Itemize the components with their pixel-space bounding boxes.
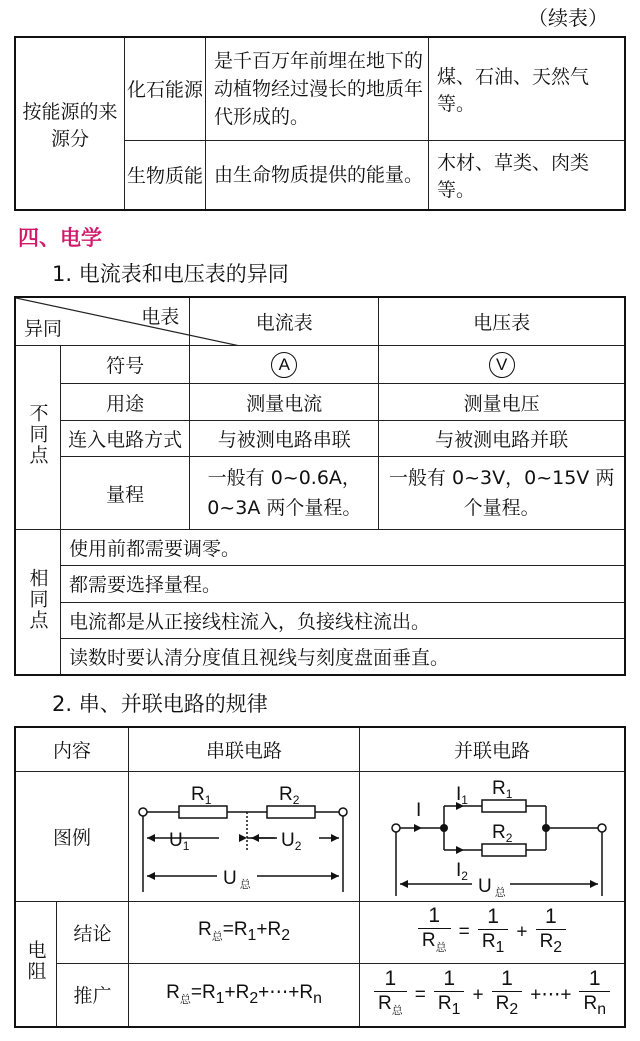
resistor-r1 xyxy=(179,806,227,818)
header-parallel: 并联电路 xyxy=(360,727,626,771)
voltmeter-symbol-cell xyxy=(379,346,625,384)
corner-bottom-label: 异同 xyxy=(24,318,63,340)
label-i1: $I_1$ xyxy=(456,784,468,807)
energy-table xyxy=(14,36,626,211)
same-row-3: 电流都是从正接线柱流入，负接线柱流出。 xyxy=(61,602,626,638)
parallel-conclusion-formula: $\frac{1}{R_总}$ = $\frac{1}{R_1}$ + $\frac{1}{R_2}$ xyxy=(360,901,626,963)
label-u2: $U_2$ xyxy=(281,830,302,853)
junction-right xyxy=(542,824,550,832)
label-u1: $U_1$ xyxy=(169,830,190,853)
section-title: 四、电学 xyxy=(18,226,102,250)
header-voltmeter: 电压表 xyxy=(379,297,625,346)
label-r1-series: $R_1$ xyxy=(191,784,212,807)
ammeter-symbol-cell xyxy=(190,346,379,384)
label-u-total: U $_总$ xyxy=(223,868,251,891)
diff-label-cell xyxy=(15,346,61,530)
row-symbol-name: 符号 xyxy=(61,346,190,384)
same-row-4: 读数时要认清分度值且视线与刻度盘面垂直。 xyxy=(61,639,626,675)
ammeter-use: 测量电流 xyxy=(190,384,379,420)
label-r2-series: $R_2$ xyxy=(279,784,300,807)
meter-table xyxy=(14,296,626,676)
parallel-circuit-diagram xyxy=(360,772,624,900)
ammeter-connect: 与被测电路串联 xyxy=(190,420,379,456)
label-i-total: I xyxy=(416,800,422,821)
label-r2-parallel: $R_2$ xyxy=(492,822,513,845)
parallel-general-formula: $\frac{1}{R_总}$ = $\frac{1}{R_1}$ + $\frac{1}{R_2}$ +⋯+ $\frac{1}{R_n}$ xyxy=(360,963,626,1027)
series-circuit-diagram xyxy=(129,772,357,900)
header-ammeter: 电流表 xyxy=(190,297,379,346)
resistor-r2 xyxy=(267,806,315,818)
same-row-1: 使用前都需要调零。 xyxy=(61,529,626,565)
continued-label: （续表） xyxy=(528,6,608,30)
same-label: 相同点 xyxy=(26,567,49,631)
header-series: 串联电路 xyxy=(129,727,360,771)
energy-examples-fossil: 煤、石油、天然气等。 xyxy=(429,37,626,140)
resistance-label: 电阻 xyxy=(24,940,47,983)
label-i2: $I_2$ xyxy=(456,860,468,883)
row-example-label: 图例 xyxy=(15,771,129,901)
subsection-1-title: 1. 电流表和电压表的异同 xyxy=(52,262,289,286)
row-connect-name: 连入电路方式 xyxy=(61,420,190,456)
energy-examples-bio: 木材、草类、肉类等。 xyxy=(429,140,626,210)
parallel-diagram-cell xyxy=(360,771,626,901)
series-general-formula: $R_总=R_1+R_2+\cdots+R_n$ xyxy=(129,963,360,1027)
energy-desc-bio: 由生命物质提供的能量。 xyxy=(206,140,429,210)
voltmeter-connect: 与被测电路并联 xyxy=(379,420,625,456)
same-label-cell xyxy=(15,529,61,675)
subsection-2-title: 2. 串、并联电路的规律 xyxy=(52,692,268,716)
meter-corner-cell xyxy=(15,297,190,346)
voltmeter-range: 一般有 0~3V，0~15V 两个量程。 xyxy=(379,457,625,530)
energy-desc-fossil: 是千百万年前埋在地下的动植物经过漫长的地质年代形成的。 xyxy=(206,37,429,140)
energy-category: 按能源的来源分 xyxy=(15,37,125,210)
label-r1-parallel: $R_1$ xyxy=(492,778,513,801)
series-diagram-cell xyxy=(129,771,360,901)
ammeter-range: 一般有 0~0.6A，0~3A 两个量程。 xyxy=(190,457,379,530)
row-general-label: 推广 xyxy=(57,963,129,1027)
circuit-table xyxy=(14,726,626,1028)
corner-top-label: 电表 xyxy=(141,306,180,328)
resistance-label-cell xyxy=(15,901,57,1027)
energy-type-fossil: 化石能源 xyxy=(125,37,206,140)
junction-left xyxy=(440,824,448,832)
row-conclusion-label: 结论 xyxy=(57,901,129,963)
voltmeter-use: 测量电压 xyxy=(379,384,625,420)
label-u-total-parallel: U $_总$ xyxy=(478,876,506,899)
energy-type-bio: 生物质能 xyxy=(125,140,206,210)
series-conclusion-formula: $R_总=R_1+R_2$ xyxy=(129,901,360,963)
header-content: 内容 xyxy=(15,727,129,771)
row-range-name: 量程 xyxy=(61,457,190,530)
resistor-r1-parallel xyxy=(482,800,526,812)
row-use-name: 用途 xyxy=(61,384,190,420)
voltmeter-symbol-icon: V xyxy=(489,352,515,378)
diff-label: 不同点 xyxy=(26,403,49,467)
ammeter-symbol-icon: A xyxy=(271,352,297,378)
same-row-2: 都需要选择量程。 xyxy=(61,566,626,602)
resistor-r2-parallel xyxy=(482,844,526,856)
